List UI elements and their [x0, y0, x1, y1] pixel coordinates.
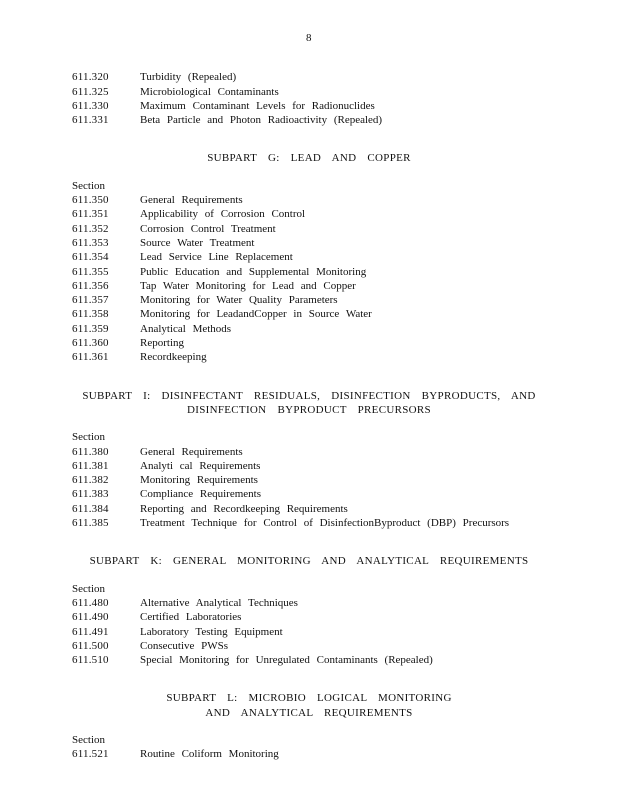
section-title: Microbiological Contaminants — [140, 85, 279, 98]
subpart-heading-l — [0, 691, 618, 720]
subpart-k-group — [72, 582, 558, 668]
section-title: Tap Water Monitoring for Lead and Copper — [140, 279, 356, 292]
section-number: 611.357 — [72, 294, 109, 307]
section-title: Maximum Contaminant Levels for Radionuclides — [140, 99, 375, 112]
section-title: General Requirements — [140, 445, 243, 458]
subpart-heading-i-line2: DISINFECTION BYPRODUCT PRECURSORS — [187, 403, 431, 416]
section-number: 611.320 — [72, 71, 109, 84]
toc-row — [72, 350, 558, 364]
section-number: 611.381 — [72, 459, 109, 472]
section-number: 611.352 — [72, 222, 109, 235]
section-number: 611.521 — [72, 748, 109, 761]
toc-row — [72, 625, 558, 639]
section-number: 611.355 — [72, 265, 109, 278]
section-title: Reporting and Recordkeeping Requirements — [140, 502, 348, 515]
section-label: Section — [72, 582, 105, 595]
toc-row — [72, 265, 558, 279]
section-title: Monitoring Requirements — [140, 474, 258, 487]
section-number: 611.384 — [72, 502, 109, 515]
section-title: Compliance Requirements — [140, 488, 261, 501]
section-title: Routine Coliform Monitoring — [140, 748, 279, 761]
section-title: Public Education and Supplemental Monitoring — [140, 265, 367, 278]
toc-row — [72, 99, 558, 113]
section-list-disinfectant — [72, 445, 558, 531]
subpart-heading-g-line: SUBPART G: LEAD AND COPPER — [207, 152, 411, 165]
section-label: Section — [72, 431, 105, 444]
toc-row — [72, 653, 558, 667]
section-number: 611.510 — [72, 654, 109, 667]
toc-row — [72, 279, 558, 293]
section-title: Monitoring for Water Quality Parameters — [140, 294, 338, 307]
section-number: 611.325 — [72, 85, 109, 98]
section-title: Alternative Analytical Techniques — [140, 596, 298, 609]
toc-row — [72, 250, 558, 264]
section-title: Lead Service Line Replacement — [140, 251, 293, 264]
toc-row — [72, 307, 558, 321]
section-title: Recordkeeping — [140, 351, 207, 364]
section-title: Consecutive PWSs — [140, 639, 229, 652]
section-title: Corrosion Control Treatment — [140, 222, 276, 235]
toc-row — [72, 473, 558, 487]
toc-row — [72, 639, 558, 653]
section-list-general-monitoring — [72, 596, 558, 667]
section-title: Treatment Technique for Control of DisinfectionByproduct (DBP) Precursors — [140, 517, 510, 530]
subpart-l-group — [72, 733, 558, 762]
toc-row — [72, 487, 558, 501]
section-number: 611.490 — [72, 611, 109, 624]
toc-row — [72, 747, 558, 761]
section-title: Beta Particle and Photon Radioactivity (Repealed) — [140, 114, 383, 127]
toc-row — [72, 236, 558, 250]
toc-row — [72, 322, 558, 336]
table-of-contents — [0, 70, 618, 761]
subpart-heading-k-line: SUBPART K: GENERAL MONITORING AND ANALYTICAL REQUIREMENTS — [89, 555, 529, 568]
section-number: 611.331 — [72, 114, 109, 127]
section-list-lead-copper — [72, 193, 558, 365]
toc-row — [72, 502, 558, 516]
section-title: Analyti cal Requirements — [140, 459, 261, 472]
section-number: 611.385 — [72, 517, 109, 530]
toc-row — [72, 445, 558, 459]
toc-row — [72, 222, 558, 236]
section-label: Section — [72, 179, 105, 192]
toc-row — [72, 459, 558, 473]
section-number: 611.350 — [72, 194, 109, 207]
subpart-heading-l-line2: AND ANALYTICAL REQUIREMENTS — [205, 706, 413, 719]
subpart-heading-l-line1: SUBPART L: MICROBIO LOGICAL MONITORING — [166, 692, 452, 705]
section-title: General Requirements — [140, 194, 243, 207]
subpart-heading-i-line1: SUBPART I: DISINFECTANT RESIDUALS, DISINFECTION BYPRODUCTS, AND — [82, 389, 536, 402]
section-title: Certified Laboratories — [140, 611, 242, 624]
section-list-radionuclides — [72, 70, 558, 127]
section-title: Turbidity (Repealed) — [140, 71, 237, 84]
page-number: 8 — [306, 32, 312, 44]
toc-row — [72, 207, 558, 221]
subpart-heading-i — [0, 389, 618, 418]
toc-row — [72, 336, 558, 350]
subpart-g-group — [72, 179, 558, 365]
subpart-heading-g — [0, 151, 618, 165]
section-title: Source Water Treatment — [140, 236, 255, 249]
section-title: Monitoring for LeadandCopper in Source Water — [140, 308, 372, 321]
section-number: 611.360 — [72, 337, 109, 350]
section-number: 611.353 — [72, 236, 109, 249]
section-number: 611.358 — [72, 308, 109, 321]
section-title: Analytical Methods — [140, 322, 232, 335]
section-number: 611.491 — [72, 625, 109, 638]
section-number: 611.330 — [72, 99, 109, 112]
section-number: 611.361 — [72, 351, 109, 364]
toc-row — [72, 610, 558, 624]
toc-row — [72, 293, 558, 307]
section-label: Section — [72, 733, 105, 746]
section-title: Applicability of Corrosion Control — [140, 208, 306, 221]
section-title: Special Monitoring for Unregulated Contaminants (Repealed) — [140, 654, 433, 667]
subpart-i-group — [72, 430, 558, 530]
section-title: Laboratory Testing Equipment — [140, 625, 283, 638]
section-title: Reporting — [140, 337, 184, 350]
toc-row — [72, 113, 558, 127]
section-number: 611.359 — [72, 322, 109, 335]
toc-row — [72, 70, 558, 84]
toc-row — [72, 516, 558, 530]
subpart-heading-k — [0, 554, 618, 568]
toc-row — [72, 85, 558, 99]
section-number: 611.382 — [72, 474, 109, 487]
toc-row — [72, 596, 558, 610]
toc-row — [72, 193, 558, 207]
section-number: 611.383 — [72, 488, 109, 501]
section-number: 611.500 — [72, 639, 109, 652]
section-number: 611.356 — [72, 279, 109, 292]
section-number: 611.351 — [72, 208, 109, 221]
section-number: 611.380 — [72, 445, 109, 458]
section-number: 611.480 — [72, 596, 109, 609]
section-list-microbiological — [72, 747, 558, 761]
section-number: 611.354 — [72, 251, 109, 264]
